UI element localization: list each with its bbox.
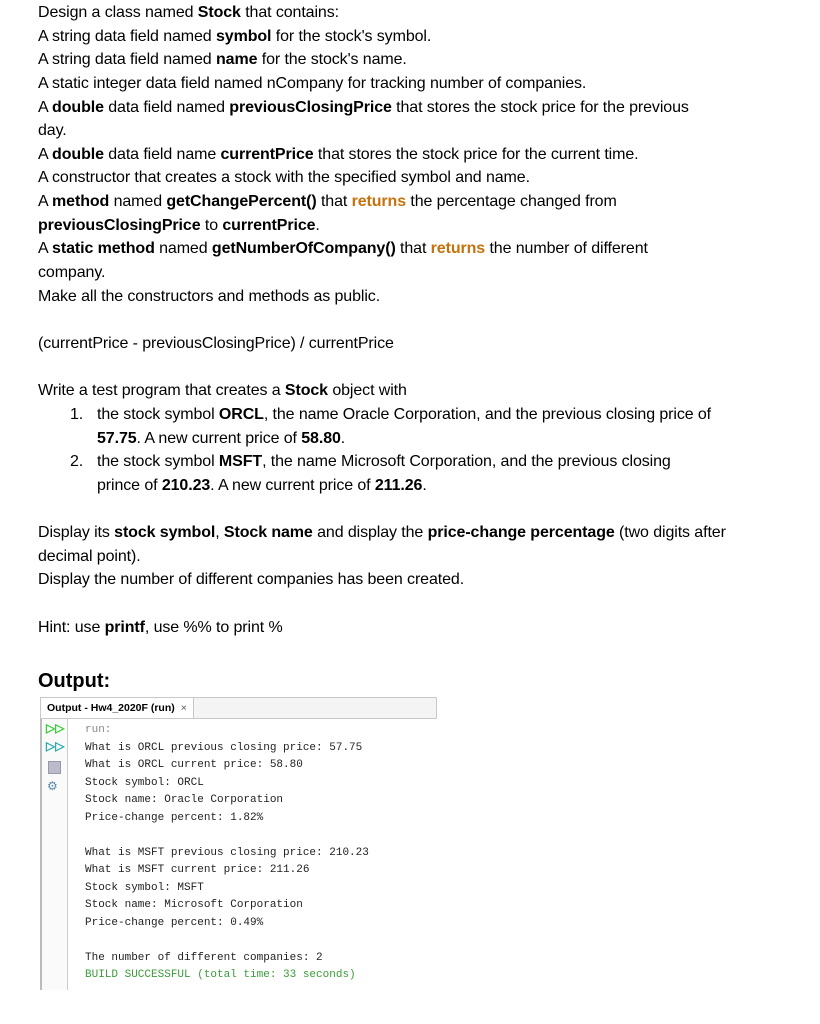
list-number: 1. <box>70 405 84 423</box>
text-run: . A new current price of <box>136 429 302 447</box>
text-line <box>38 568 726 592</box>
console-line: Stock symbol: MSFT <box>85 881 204 894</box>
text-run: data field named <box>103 98 230 116</box>
emphasis-text: getNumberOfCompany() <box>211 240 396 258</box>
text-run: A <box>38 193 53 211</box>
text-run: A constructor that creates a stock with the specified symbol and name. <box>38 169 530 187</box>
text-run: Design a class named <box>38 4 198 21</box>
text-run: , <box>215 524 224 542</box>
text-run: that contains: <box>240 4 339 21</box>
text-line <box>38 1 726 25</box>
emphasis-text: previousClosingPrice <box>229 98 392 116</box>
emphasis-text: returns <box>430 240 486 258</box>
text-run: that stores the stock price for the current time. <box>313 145 639 163</box>
text-line <box>38 521 726 545</box>
tab-bar <box>40 697 437 719</box>
emphasis-text: price-change percentage <box>427 524 615 542</box>
text-line <box>38 166 726 190</box>
text-line <box>38 190 726 214</box>
tab-label: Output - Hw4_2020F (run) <box>47 702 175 714</box>
text-line <box>38 497 726 521</box>
text-line <box>38 119 726 143</box>
build-status: BUILD SUCCESSFUL (total time: 33 seconds) <box>85 969 356 981</box>
console-line: Stock symbol: ORCL <box>85 776 204 789</box>
text-run: named <box>109 193 167 211</box>
console-line: What is ORCL current price: 58.80 <box>85 759 303 771</box>
text-line <box>38 356 726 380</box>
text-run: prince of <box>97 476 162 494</box>
console-line: Price-change percent: 1.82% <box>85 811 264 824</box>
console-line <box>85 932 369 950</box>
text-run: the stock symbol <box>97 453 219 471</box>
settings-icon[interactable]: ⚙ <box>47 779 58 793</box>
text-run: decimal point). <box>38 547 141 565</box>
text-run: the percentage changed from <box>406 193 617 211</box>
emphasis-text: Stock <box>197 4 241 21</box>
tab-output-run[interactable] <box>41 698 194 718</box>
text-run: Hint: use <box>38 618 105 636</box>
text-run: that <box>395 240 431 258</box>
text-run: object with <box>327 382 407 400</box>
emphasis-text: symbol <box>215 27 272 45</box>
text-run: (currentPrice - previousClosingPrice) / currentPrice <box>38 334 394 352</box>
text-run: for the stock's symbol. <box>271 27 432 45</box>
text-line <box>38 25 726 49</box>
text-run: , the name Oracle Corporation, and the previous closing price of <box>263 405 712 423</box>
output-panel <box>40 697 437 990</box>
text-line <box>38 474 726 498</box>
console-line: Stock name: Oracle Corporation <box>85 794 284 806</box>
text-run: that stores the stock price for the previous <box>391 98 689 116</box>
emphasis-text: Stock name <box>223 524 313 542</box>
emphasis-text: stock symbol <box>114 524 216 542</box>
text-run: A <box>38 240 53 258</box>
text-run: , use %% to print % <box>144 618 283 636</box>
text-line <box>38 72 726 96</box>
text-line <box>38 237 726 261</box>
text-run: named <box>154 240 212 258</box>
emphasis-text: 210.23 <box>161 476 211 494</box>
text-run: Display its <box>38 524 115 542</box>
text-run: . <box>340 429 346 447</box>
text-line <box>38 545 726 569</box>
text-run: Make all the constructors and methods as public. <box>38 287 381 305</box>
close-icon[interactable]: × <box>180 702 187 714</box>
emphasis-text: currentPrice <box>220 145 314 163</box>
text-run: the stock symbol <box>97 405 219 423</box>
text-run: A static integer data field named nCompany for tracking number of companies. <box>38 74 587 92</box>
text-run: A string data field named <box>38 27 216 45</box>
text-line <box>38 285 726 309</box>
text-run: . <box>422 476 427 494</box>
text-run: company. <box>38 264 106 282</box>
console-line: run: <box>85 724 112 736</box>
text-line <box>38 379 726 403</box>
text-line <box>38 592 726 616</box>
text-run: for the stock's name. <box>257 51 407 69</box>
console-line: What is ORCL previous closing price: 57.75 <box>85 741 363 754</box>
output-heading: Output: <box>38 670 111 692</box>
text-line <box>38 403 726 427</box>
rerun-icon[interactable]: ▷▷ <box>46 721 65 735</box>
emphasis-text: currentPrice <box>222 216 316 234</box>
text-line <box>38 450 726 474</box>
text-run: , the name Microsoft Corporation, and the previous closing <box>262 453 671 471</box>
rerun-different-icon[interactable]: ▷▷ <box>46 739 65 753</box>
text-run: the number of different <box>485 240 648 258</box>
console-output <box>85 722 369 985</box>
text-run: (two digits after <box>614 524 726 542</box>
emphasis-text: double <box>52 145 104 163</box>
emphasis-text: MSFT <box>218 453 263 471</box>
text-line <box>38 308 726 332</box>
emphasis-text: printf <box>104 618 145 636</box>
text-run: and display the <box>312 524 428 542</box>
output-toolbar <box>40 719 68 990</box>
text-run: Write a test program that creates a <box>38 382 285 400</box>
emphasis-text: Stock <box>284 382 328 400</box>
emphasis-text: 211.26 <box>374 476 423 494</box>
emphasis-text: name <box>215 51 258 69</box>
console-line: Stock name: Microsoft Corporation <box>85 899 303 911</box>
console-line <box>85 827 369 845</box>
console-line: What is MSFT previous closing price: 210.23 <box>85 846 369 859</box>
emphasis-text: double <box>52 98 104 116</box>
text-line <box>38 214 726 238</box>
emphasis-text: getChangePercent() <box>166 193 317 211</box>
console-line: What is MSFT current price: 211.26 <box>85 864 310 876</box>
console-line: The number of different companies: 2 <box>85 951 323 964</box>
text-run: A string data field named <box>38 51 216 69</box>
text-run: A <box>38 145 53 163</box>
emphasis-text: method <box>52 193 110 211</box>
emphasis-text: 57.75 <box>97 429 137 447</box>
assignment-text <box>38 1 726 639</box>
text-line <box>38 143 726 167</box>
emphasis-text: returns <box>351 193 407 211</box>
text-run: data field name <box>103 145 221 163</box>
text-run: . <box>315 216 320 234</box>
text-run: Display the number of different companies has been created. <box>38 571 465 589</box>
text-line <box>38 332 726 356</box>
emphasis-text: 58.80 <box>301 429 341 447</box>
text-line <box>38 48 726 72</box>
text-run: . A new current price of <box>210 476 375 494</box>
text-line <box>38 616 726 640</box>
emphasis-text: ORCL <box>218 405 264 423</box>
text-run: day. <box>38 122 67 140</box>
emphasis-text: static method <box>52 240 155 258</box>
console-line: Price-change percent: 0.49% <box>85 916 264 929</box>
stop-icon[interactable] <box>48 761 61 774</box>
list-number: 2. <box>70 453 84 471</box>
text-run: that <box>316 193 352 211</box>
emphasis-text: previousClosingPrice <box>38 216 201 234</box>
text-line <box>38 261 726 285</box>
text-run: to <box>200 216 223 234</box>
text-run: A <box>38 98 53 116</box>
text-line <box>38 427 726 451</box>
text-line <box>38 96 726 120</box>
